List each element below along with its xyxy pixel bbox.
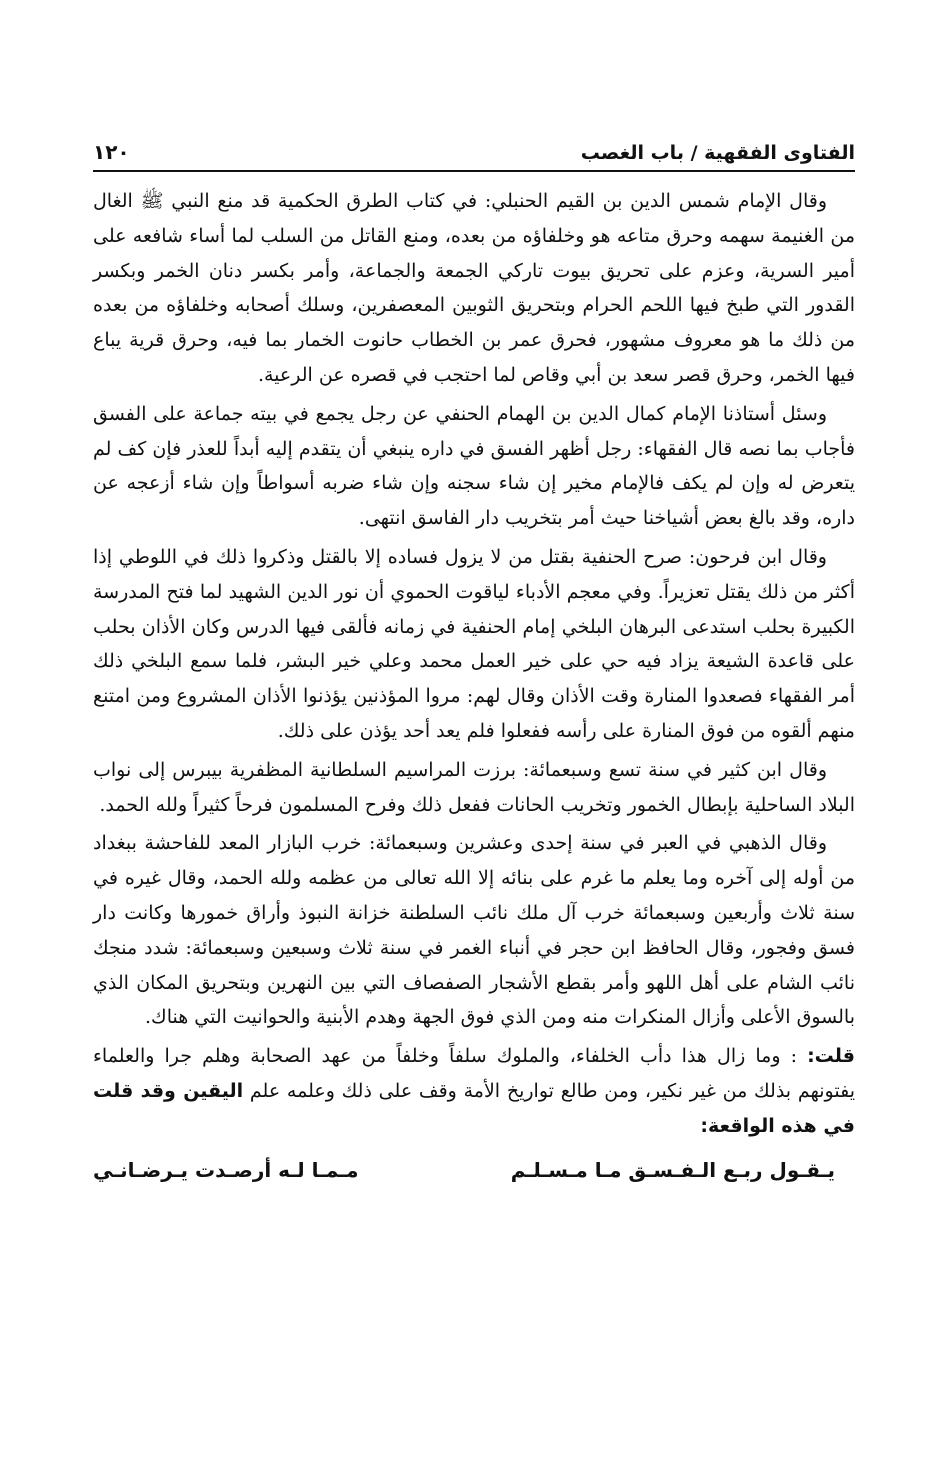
running-title: الفتاوى الفقهية / باب الغصب (580, 142, 855, 164)
book-page (93, 130, 855, 1188)
paragraph-ibn-farhun: وقال ابن فرحون: صرح الحنفية بقتل من لا يزول فساده إلا بالقتل وذكروا ذلك في اللوطي إذا أكثر من ذلك يقتل تعزيراً. وفي معجم الأدباء لياقوت الحموي أن نور الدين الشهيد لما فتح المدرسة الكبيرة بحلب استدعى البرهان البلخي إمام الحنفية في زمانه فألقى فيها الدرس وكان الأذان بحلب على قاعدة الشيعة يزاد فيه حي على خير العمل محمد وعلي خير البشر، فلما سمع البلخي ذلك أمر الفقهاء فصعدوا المنارة وقت الأذان وقال لهم: مروا المؤذنين يؤذنوا الأذان المشروع ومن امتنع منهم ألقوه من فوق المنارة على رأسه ففعلوا فلم يعد أحد يؤذن على ذلك. (93, 545, 855, 742)
body-text (93, 184, 855, 1144)
qult-label: قلت: (807, 1045, 855, 1068)
paragraph-ibn-kathir: وقال ابن كثير في سنة تسع وسبعمائة: برزت المراسيم السلطانية المظفرية بيبرس إلى نواب البلاد الساحلية بإبطال الخمور وتخريب الحانات ففعل ذلك وفرح المسلمون فرحاً كثيراً ولله الحمد. (93, 758, 855, 816)
closing-bold-line: اليقين وقد قلت في هذه الواقعة: (93, 1079, 855, 1137)
page-header (93, 130, 855, 164)
closing-text: : وما زال هذا دأب الخلفاء، والملوك سلفاً وخلفاً من عهد الصحابة وهلم جرا والعلماء يفتونهم بذلك من غير نكير، ومن طالع تواريخ الأمة وقف على ذلك وعلمه علم (93, 1045, 855, 1102)
paragraph-ibn-qayyim: وقال الإمام شمس الدين بن القيم الحنبلي: في كتاب الطرق الحكمية قد منع النبي ﷺ الغال من الغنيمة سهمه وحرق متاعه هو وخلفاؤه من بعده، ومنع القاتل من السلب لما أساء شافعه على أمير السرية، وعزم على تحريق بيوت تاركي الجمعة والجماعة، وأمر بكسر دنان الخمر وبكسر القدور التي طبخ فيها اللحم الحرام وبتحريق الثوبين المعصفرين، وسلك أصحابه وخلفاؤه من بعده من ذلك ما هو معروف مشهور، فحرق عمر بن الخطاب حانوت الخمار بما فيه، وحرق قرية يباع فيها الخمر، وحرق قصر سعد بن أبي وقاص لما احتجب في قصره عن الرعية. (93, 190, 855, 386)
verse-second-hemistich: مـمـا لـه أرصـدت يـرضـانـي (93, 1157, 359, 1182)
verse-first-hemistich: يـقـول ربـع الـفـسـق مـا مـسـلـم (510, 1157, 835, 1182)
paragraph-ibn-humam: وسئل أستاذنا الإمام كمال الدين بن الهمام الحنفي عن رجل يجمع في بيته جماعة على الفسق فأجاب بما نصه قال الفقهاء: رجل أظهر الفسق في داره ينبغي أن يتقدم إليه أبداً للعذر فإن كف لم يتعرض له وإن لم يكف فالإمام مخير إن شاء سجنه وإن شاء ضربه أسواطاً وإن شاء أزعجه عن داره، وقد بالغ بعض أشياخنا حيث أمر بتخريب دار الفاسق انتهى. (93, 402, 855, 530)
page-number: ١٢٠ (93, 140, 130, 164)
header-rule (93, 170, 855, 172)
poem-verse (93, 1152, 855, 1188)
paragraph-dhahabi: وقال الذهبي في العبر في سنة إحدى وعشرين وسبعمائة: خرب البازار المعد للفاحشة ببغداد من أوله إلى آخره وما يعلم ما غرم على بنائه إلا الله تعالى من عظمه ولله الحمد، وقال غيره في سنة ثلاث وأربعين وسبعمائة خرب آل ملك نائب السلطنة خزانة النبوذ وأراق خمورها وكانت دار فسق وفجور، وقال الحافظ ابن حجر في أنباء الغمر في سنة ثلاث وسبعين وسبعمائة: شدد منجك نائب الشام على أهل اللهو وأمر بقطع الأشجار الصفصاف التي بين النهرين وبتحريق المكان الذي بالسوق الأعلى وأزال المنكرات منه ومن الذي فوق الجهة وهدم الأبنية والحوانيت التي هناك. (93, 832, 855, 1029)
paragraph-closing (93, 1039, 855, 1143)
